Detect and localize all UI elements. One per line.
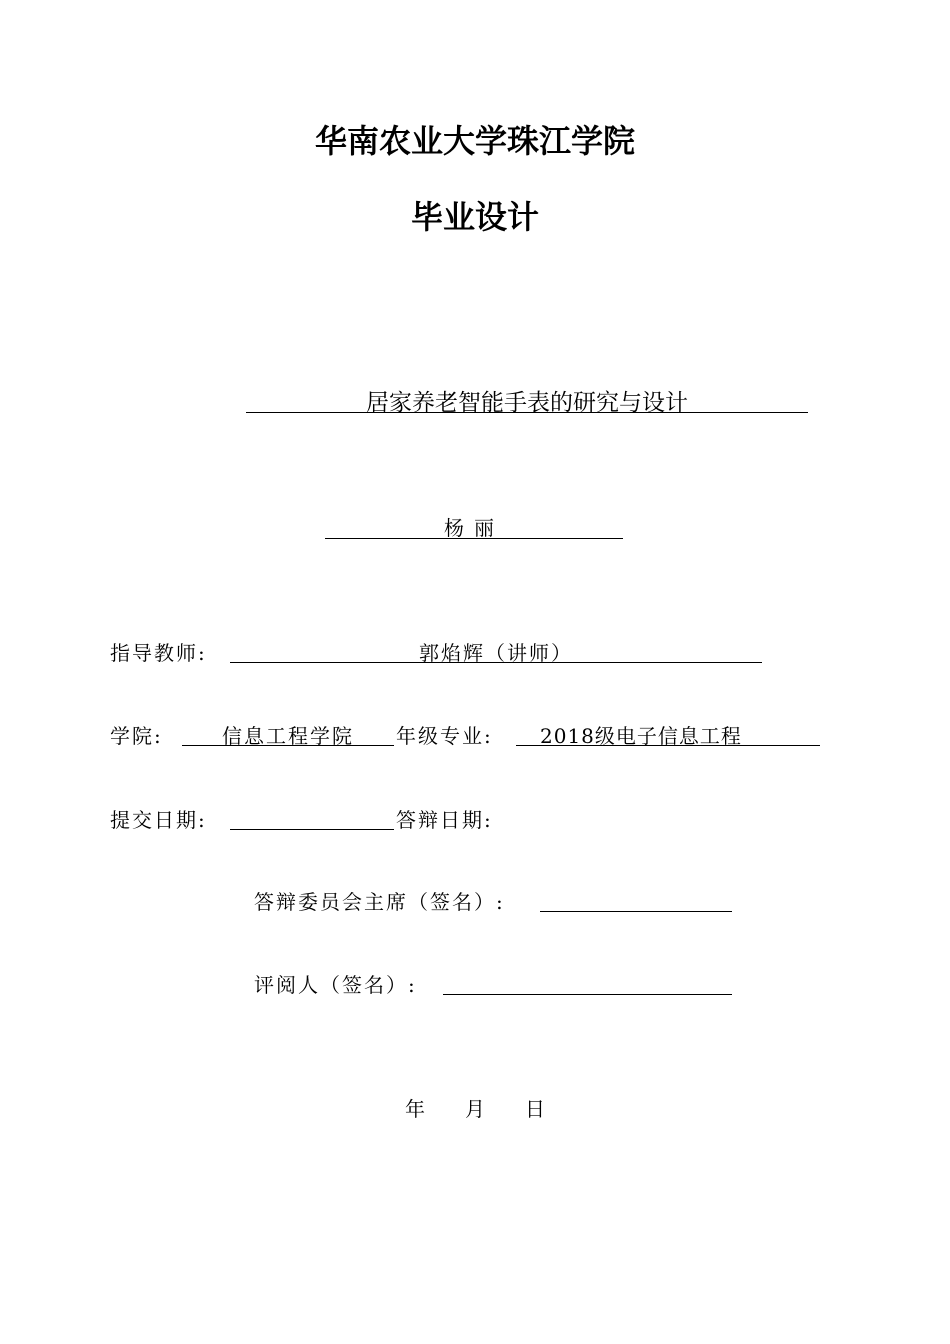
date-month: 月 [465,1097,485,1121]
supervisor-underline [230,662,762,663]
school-name: 华南农业大学珠江学院 [314,122,635,160]
defense-date-label: 答辩日期: [396,808,493,832]
date-day: 日 [525,1097,545,1121]
thesis-title-underline [246,412,808,413]
document-type: 毕业设计 [410,198,539,236]
date-year: 年 [405,1097,425,1121]
college-underline [182,745,394,746]
grade-major-underline [516,745,820,746]
grade-major-value: 2018级电子信息工程 [540,724,742,748]
college-value: 信息工程学院 [222,724,354,748]
submit-date-label: 提交日期: [110,808,207,832]
reviewer-signature-label: 评阅人（签名）: [254,973,417,997]
committee-chair-signature-label: 答辩委员会主席（签名）: [254,890,505,914]
supervisor-label: 指导教师: [110,641,207,665]
college-label: 学院: [110,724,163,748]
committee-chair-signature-line [540,911,732,912]
author-underline [325,538,623,539]
supervisor-value: 郭焰辉（讲师） [419,641,573,665]
author-name: 杨丽 [444,516,504,540]
reviewer-signature-line [443,994,732,995]
submit-date-underline [230,829,394,830]
thesis-title: 居家养老智能手表的研究与设计 [366,390,688,416]
grade-major-label: 年级专业: [396,724,493,748]
